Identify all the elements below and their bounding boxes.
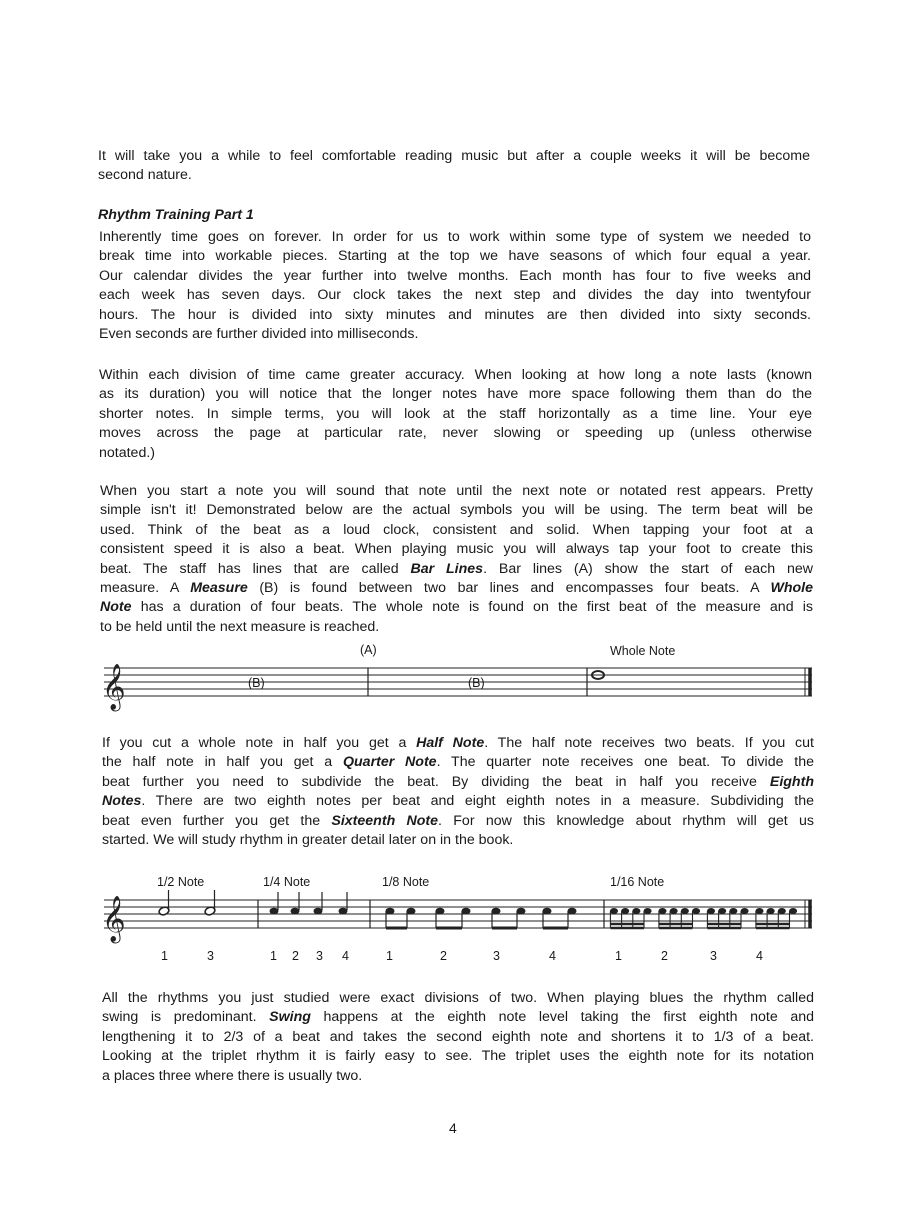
paragraph-swing	[102, 989, 814, 1086]
text-run: . For now this knowledge about rhythm will get us	[438, 812, 814, 829]
sixteenth-note	[718, 908, 726, 914]
text-line	[100, 560, 813, 579]
half-note	[158, 890, 170, 916]
eighth-note-pair	[436, 908, 471, 928]
count-label: 4	[342, 949, 349, 963]
text-run: beat further you need to subdivide the beat. By dividing the beat in half you receive	[102, 773, 770, 790]
text-line: break time into workable pieces. Starting at the top we have seasons of which four equal a year.	[99, 248, 811, 265]
quarter-note	[339, 892, 348, 914]
count-label: 4	[756, 949, 763, 963]
text-run: the half note in half you get a	[102, 754, 343, 771]
text-run: happens at the eighth note level taking the first eighth note and	[310, 1009, 815, 1026]
term-notes: Notes	[102, 793, 142, 810]
term-eighth: Eighth	[769, 773, 814, 790]
count-label: 3	[207, 949, 214, 963]
label-half-note: 1/2 Note	[157, 875, 205, 889]
count-label: 3	[316, 949, 323, 963]
count-label: 4	[549, 949, 556, 963]
sixteenth-note-group	[610, 908, 652, 928]
paragraph-note-values	[102, 734, 814, 850]
eighth-note-pair	[492, 908, 526, 928]
count-label: 2	[661, 949, 668, 963]
label-whole-note: Whole Note	[610, 644, 676, 658]
text-line: notated.)	[99, 444, 156, 461]
text-line: to be held until the next measure is reached.	[100, 618, 380, 635]
eighth-note-pair	[386, 908, 416, 928]
term-note: Note	[100, 599, 132, 616]
count-label: 3	[493, 949, 500, 963]
sixteenth-note	[670, 908, 678, 914]
term-bar-lines: Bar Lines	[410, 560, 484, 577]
text-run: swing is predominant.	[102, 1009, 270, 1026]
sixteenth-note-group	[756, 908, 798, 928]
sixteenth-note	[707, 908, 715, 914]
text-line	[100, 579, 813, 598]
sixteenth-note	[789, 908, 797, 914]
label-bar-line-a: (A)	[360, 643, 377, 657]
text-line: started. We will study rhythm in greater detail later on in the book.	[102, 832, 514, 849]
text-run: beat even further you get the	[102, 812, 332, 829]
text-line	[102, 812, 814, 831]
sixteenth-note	[632, 908, 640, 914]
text-line: used. Think of the beat as a loud clock, consistent and solid. When tapping your foot at a	[100, 521, 813, 538]
text-line: Even seconds are further divided into milliseconds.	[99, 326, 419, 343]
text-run: measure. A	[100, 580, 191, 597]
sixteenth-notes	[610, 908, 797, 928]
beat-counts	[161, 949, 763, 963]
sixteenth-note	[692, 908, 700, 914]
sixteenth-note	[778, 908, 786, 914]
count-label: 1	[615, 949, 622, 963]
quarter-note	[291, 892, 300, 914]
label-eighth-note: 1/8 Note	[382, 875, 430, 889]
text-line: simple isn't it! Demonstrated below are the actual symbols you will be using. The term beat will be	[100, 502, 813, 519]
sixteenth-note	[729, 908, 737, 914]
text-line: as its duration) you will notice that the longer notes have more space following them than do the	[99, 386, 812, 403]
paragraph-time-divisions	[99, 228, 811, 344]
count-label: 2	[292, 949, 299, 963]
text-line: lengthening it to 2/3 of a beat and takes the second eighth note and shortens it to 1/3 of a beat.	[102, 1028, 814, 1045]
treble-clef-icon: 𝄞	[102, 896, 126, 942]
quarter-note	[314, 892, 323, 914]
term-sixteenth-note: Sixteenth Note	[331, 812, 439, 829]
quarter-note	[270, 892, 279, 914]
text-line: shorter notes. In simple terms, you will look at the staff horizontally as a time line. Your eye	[99, 405, 812, 422]
term-half-note: Half Note	[416, 735, 485, 751]
intro-paragraph	[98, 147, 810, 186]
text-line	[102, 734, 814, 753]
text-line: each week has seven days. Our clock takes the next step and divides the day into twentyfour	[99, 287, 811, 304]
text-line: All the rhythms you just studied were exact divisions of two. When playing blues the rhythm called	[102, 990, 814, 1006]
sixteenth-note-group	[659, 908, 701, 928]
eighth-notes	[386, 908, 577, 928]
text-line	[100, 598, 813, 617]
text-run: . Bar lines (A) show the start of each new	[483, 560, 814, 577]
text-run: . The half note receives two beats. If you cut	[484, 735, 814, 751]
term-swing: Swing	[269, 1009, 311, 1026]
half-notes	[158, 890, 216, 916]
sixteenth-note-group	[707, 908, 749, 928]
label-sixteenth-note: 1/16 Note	[610, 875, 665, 889]
term-quarter-note: Quarter Note	[342, 754, 437, 771]
staff-lines	[104, 668, 812, 696]
half-note	[204, 890, 216, 916]
sixteenth-note	[644, 908, 652, 914]
text-line	[102, 792, 814, 811]
text-line: Inherently time goes on forever. In order for us to work within some type of system we needed to	[99, 229, 811, 245]
count-label: 3	[710, 949, 717, 963]
text-run: beat. The staff has lines that are called	[100, 560, 411, 577]
text-line: hours. The hour is divided into sixty minutes and minutes are then divided into sixty seconds.	[99, 306, 811, 323]
text-line: It will take you a while to feel comfortable reading music but after a couple weeks it will be become	[98, 148, 810, 164]
text-run: If you cut a whole note in half you get a	[102, 735, 417, 751]
sixteenth-note	[681, 908, 689, 914]
quarter-notes	[270, 892, 348, 914]
count-label: 1	[386, 949, 393, 963]
text-line: second nature.	[98, 167, 192, 184]
text-line: Our calendar divides the year further into twelve months. Each month has four to five weeks and	[99, 267, 811, 284]
term-whole: Whole	[770, 580, 813, 597]
text-run: . There are two eighth notes per beat and eight eighth notes in a measure. Subdividing the	[141, 793, 814, 810]
page-number: 4	[449, 1120, 457, 1136]
treble-clef-icon: 𝄞	[102, 664, 126, 710]
eighth-note-pair	[543, 908, 577, 928]
staff-whole-note	[100, 640, 820, 718]
text-line: Looking at the triplet rhythm it is fairly easy to see. The triplet uses the eighth note for its notation	[102, 1048, 814, 1065]
sixteenth-note	[767, 908, 775, 914]
paragraph-duration	[99, 366, 812, 463]
text-line: When you start a note you will sound that note until the next note or notated rest appears. Pretty	[100, 483, 813, 499]
text-line: a places three where there is usually two.	[102, 1067, 363, 1084]
text-run: . The quarter note receives one beat. To divide the	[436, 754, 814, 771]
sixteenth-note	[621, 908, 629, 914]
sixteenth-note	[756, 908, 764, 914]
text-line: consistent speed it is also a beat. When playing music you will always tap your foot to create this	[100, 541, 813, 558]
section-heading: Rhythm Training Part 1	[98, 207, 254, 223]
label-quarter-note: 1/4 Note	[263, 875, 311, 889]
text-line	[102, 753, 814, 772]
sixteenth-note	[610, 908, 618, 914]
label-measure-b: (B)	[248, 676, 265, 690]
text-line: Within each division of time came greater accuracy. When looking at how long a note lasts (known	[99, 367, 812, 383]
count-label: 1	[161, 949, 168, 963]
term-measure: Measure	[190, 580, 248, 597]
sixteenth-note	[659, 908, 667, 914]
text-run: has a duration of four beats. The whole note is found on the first beat of the measure and is	[131, 599, 813, 616]
sixteenth-note	[741, 908, 749, 914]
text-line	[102, 1008, 814, 1027]
text-line: moves across the page at particular rate, never slowing or speeding up (unless otherwise	[99, 425, 812, 442]
text-line	[102, 773, 814, 792]
staff-note-divisions	[100, 870, 820, 970]
label-measure-b: (B)	[468, 676, 485, 690]
count-label: 2	[440, 949, 447, 963]
paragraph-bar-lines	[100, 482, 813, 637]
count-label: 1	[270, 949, 277, 963]
text-run: (B) is found between two bar lines and encompasses four beats. A	[247, 580, 771, 597]
